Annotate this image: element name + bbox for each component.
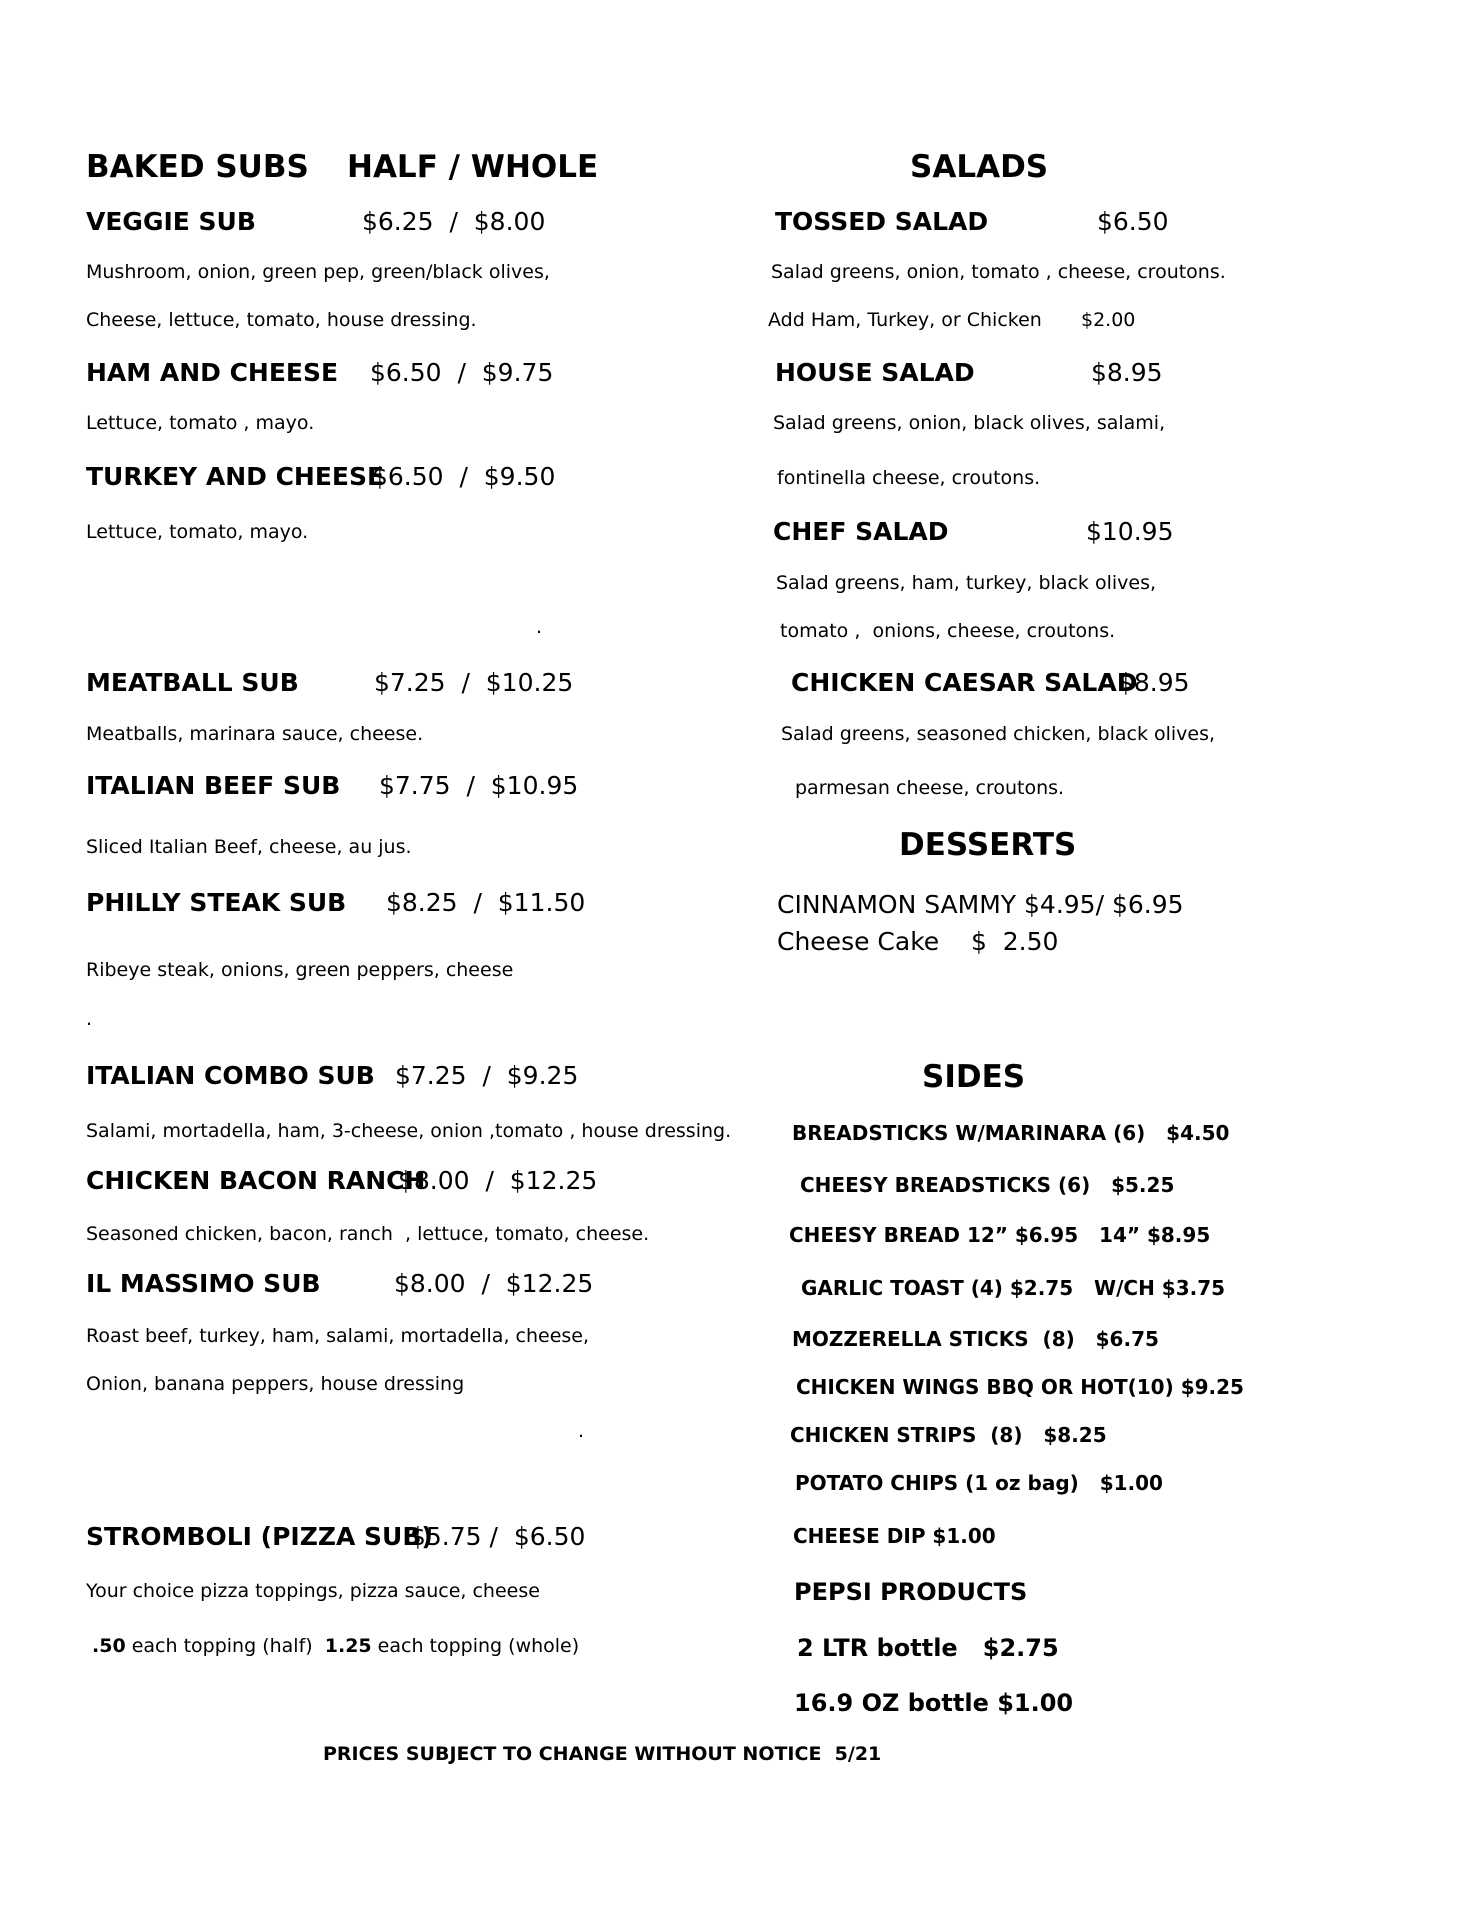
salad-name: CHICKEN CAESAR SALAD: [791, 668, 1138, 697]
sub-price: $8.25 / $11.50: [386, 888, 586, 917]
dessert-item: CINNAMON SAMMY $4.95/ $6.95: [777, 890, 1184, 919]
dot-separator: .: [536, 616, 543, 638]
sub-price: $7.25 / $10.25: [374, 668, 574, 697]
sub-name: MEATBALL SUB: [86, 668, 299, 697]
sub-desc: Meatballs, marinara sauce, cheese.: [86, 723, 424, 745]
salad-price: $8.95: [1091, 358, 1163, 387]
salad-desc: Salad greens, seasoned chicken, black olives,: [781, 723, 1216, 745]
sub-desc: Sliced Italian Beef, cheese, au jus.: [86, 836, 412, 858]
side-item: CHEESE DIP $1.00: [793, 1524, 996, 1548]
sub-desc: Lettuce, tomato , mayo.: [86, 412, 315, 434]
sub-desc: Roast beef, turkey, ham, salami, mortadella, cheese,: [86, 1325, 590, 1347]
salad-desc: parmesan cheese, croutons.: [795, 777, 1065, 799]
salad-desc: Salad greens, onion, tomato , cheese, croutons.: [771, 261, 1226, 283]
sub-desc: Mushroom, onion, green pep, green/black olives,: [86, 261, 550, 283]
salad-price: $10.95: [1086, 517, 1174, 546]
topping-whole-label: each topping (whole): [371, 1635, 580, 1657]
salad-name: TOSSED SALAD: [775, 207, 989, 236]
topping-whole-amount: 1.25: [324, 1635, 372, 1657]
salad-price: $8.95: [1118, 668, 1190, 697]
drink-item: 2 LTR bottle $2.75: [797, 1634, 1059, 1662]
sub-name: HAM AND CHEESE: [86, 358, 339, 387]
salad-addon-price: $2.00: [1081, 309, 1136, 331]
sides-heading: SIDES: [922, 1059, 1026, 1095]
salad-desc: Salad greens, ham, turkey, black olives,: [776, 572, 1157, 594]
sub-name: CHICKEN BACON RANCH: [86, 1166, 426, 1195]
sub-price: $7.25 / $9.25: [395, 1061, 579, 1090]
dot-separator: .: [86, 1008, 93, 1030]
sub-name: IL MASSIMO SUB: [86, 1269, 321, 1298]
sub-name: PHILLY STEAK SUB: [86, 888, 347, 917]
sub-desc: Onion, banana peppers, house dressing: [86, 1373, 465, 1395]
sub-price: $8.00 / $12.25: [394, 1269, 594, 1298]
sub-desc: Cheese, lettuce, tomato, house dressing.: [86, 309, 477, 331]
sub-price: $5.75 / $6.50: [410, 1522, 586, 1551]
dessert-item: Cheese Cake $ 2.50: [777, 927, 1059, 956]
desserts-heading: DESSERTS: [899, 827, 1077, 863]
sub-price: $6.25 / $8.00: [362, 207, 546, 236]
drink-item: 16.9 OZ bottle $1.00: [794, 1689, 1074, 1717]
sub-name: ITALIAN COMBO SUB: [86, 1061, 375, 1090]
salad-desc: tomato , onions, cheese, croutons.: [780, 620, 1116, 642]
salad-desc: fontinella cheese, croutons.: [777, 467, 1041, 489]
sub-name: VEGGIE SUB: [86, 207, 256, 236]
topping-half-amount: .50: [92, 1635, 126, 1657]
sub-desc: Your choice pizza toppings, pizza sauce, cheese: [86, 1580, 540, 1602]
sub-name: ITALIAN BEEF SUB: [86, 771, 341, 800]
sub-price: $6.50 / $9.75: [370, 358, 554, 387]
salad-desc: Salad greens, onion, black olives, salami,: [773, 412, 1166, 434]
sub-desc: Lettuce, tomato, mayo.: [86, 521, 309, 543]
sub-name: TURKEY AND CHEESE: [86, 462, 385, 491]
subs-heading: BAKED SUBS: [86, 149, 309, 185]
sub-price: $7.75 / $10.95: [379, 771, 579, 800]
side-item: MOZZERELLA STICKS (8) $6.75: [792, 1327, 1159, 1351]
side-item: CHEESY BREAD 12” $6.95 14” $8.95: [789, 1223, 1211, 1247]
salad-price: $6.50: [1097, 207, 1169, 236]
sub-desc: Seasoned chicken, bacon, ranch , lettuce, tomato, cheese.: [86, 1223, 650, 1245]
side-item: CHICKEN STRIPS (8) $8.25: [790, 1423, 1107, 1447]
sub-name: STROMBOLI (PIZZA SUB): [86, 1522, 433, 1551]
salad-name: HOUSE SALAD: [775, 358, 975, 387]
topping-note: [92, 1637, 579, 1656]
side-item: CHEESY BREADSTICKS (6) $5.25: [800, 1173, 1175, 1197]
side-item: BREADSTICKS W/MARINARA (6) $4.50: [792, 1121, 1230, 1145]
sub-desc: Salami, mortadella, ham, 3-cheese, onion ,tomato , house dressing.: [86, 1120, 732, 1142]
side-item: POTATO CHIPS (1 oz bag) $1.00: [795, 1471, 1163, 1495]
sub-desc: Ribeye steak, onions, green peppers, cheese: [86, 959, 514, 981]
salad-addon-label: Add Ham, Turkey, or Chicken: [768, 309, 1042, 331]
drinks-heading: PEPSI PRODUCTS: [794, 1578, 1028, 1606]
subs-size-heading: HALF / WHOLE: [347, 149, 599, 185]
dot-separator: .: [578, 1420, 585, 1442]
salads-heading: SALADS: [910, 149, 1049, 185]
topping-half-label: each topping (half): [125, 1635, 325, 1657]
sub-price: $6.50 / $9.50: [372, 462, 556, 491]
side-item: GARLIC TOAST (4) $2.75 W/CH $3.75: [801, 1276, 1226, 1300]
side-item: CHICKEN WINGS BBQ OR HOT(10) $9.25: [796, 1375, 1244, 1399]
sub-price: $8.00 / $12.25: [398, 1166, 598, 1195]
salad-name: CHEF SALAD: [773, 517, 949, 546]
price-notice: PRICES SUBJECT TO CHANGE WITHOUT NOTICE 5/21: [323, 1743, 882, 1765]
